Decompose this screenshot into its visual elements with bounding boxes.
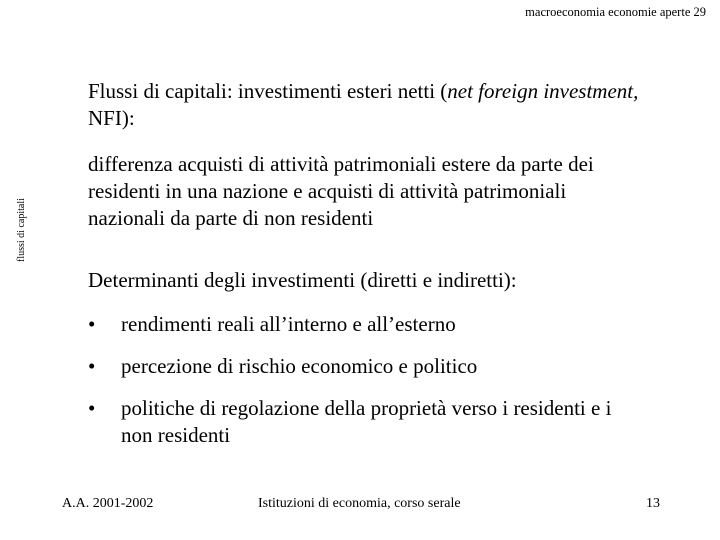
list-item <box>88 395 628 449</box>
list-item <box>88 353 628 380</box>
slide-title <box>88 78 648 132</box>
footer-course-name: Istituzioni di economia, corso serale <box>258 496 461 511</box>
definition-text: differenza acquisti di attività patrimoniali estere da parte dei residenti in una nazione e acquisti di attività patrimoniali nazionali da parte di non residenti <box>88 152 594 230</box>
bullet-text: politiche di regolazione della proprietà verso i residenti e i non residenti <box>121 396 612 447</box>
determinants-list <box>88 311 628 464</box>
slide-header: macroeconomia economie aperte 29 <box>525 5 706 19</box>
footer-academic-year: A.A. 2001-2002 <box>62 496 154 511</box>
determinants-heading: Determinanti degli investimenti (diretti e indiretti): <box>88 268 517 292</box>
bullet-symbol: • <box>88 312 96 336</box>
bullet-text: rendimenti reali all’interno e all’esterno <box>121 312 456 336</box>
title-italic: net foreign investment, <box>447 79 639 103</box>
list-item <box>88 311 628 338</box>
title-part-2: NFI): <box>88 106 135 130</box>
bullet-text: percezione di rischio economico e politico <box>121 354 478 378</box>
bullet-symbol: • <box>88 396 96 420</box>
footer-page-number: 13 <box>646 496 660 511</box>
bullet-symbol: • <box>88 354 96 378</box>
title-part-1: Flussi di capitali: investimenti esteri netti ( <box>88 79 448 103</box>
side-label: flussi di capitali <box>16 198 27 262</box>
